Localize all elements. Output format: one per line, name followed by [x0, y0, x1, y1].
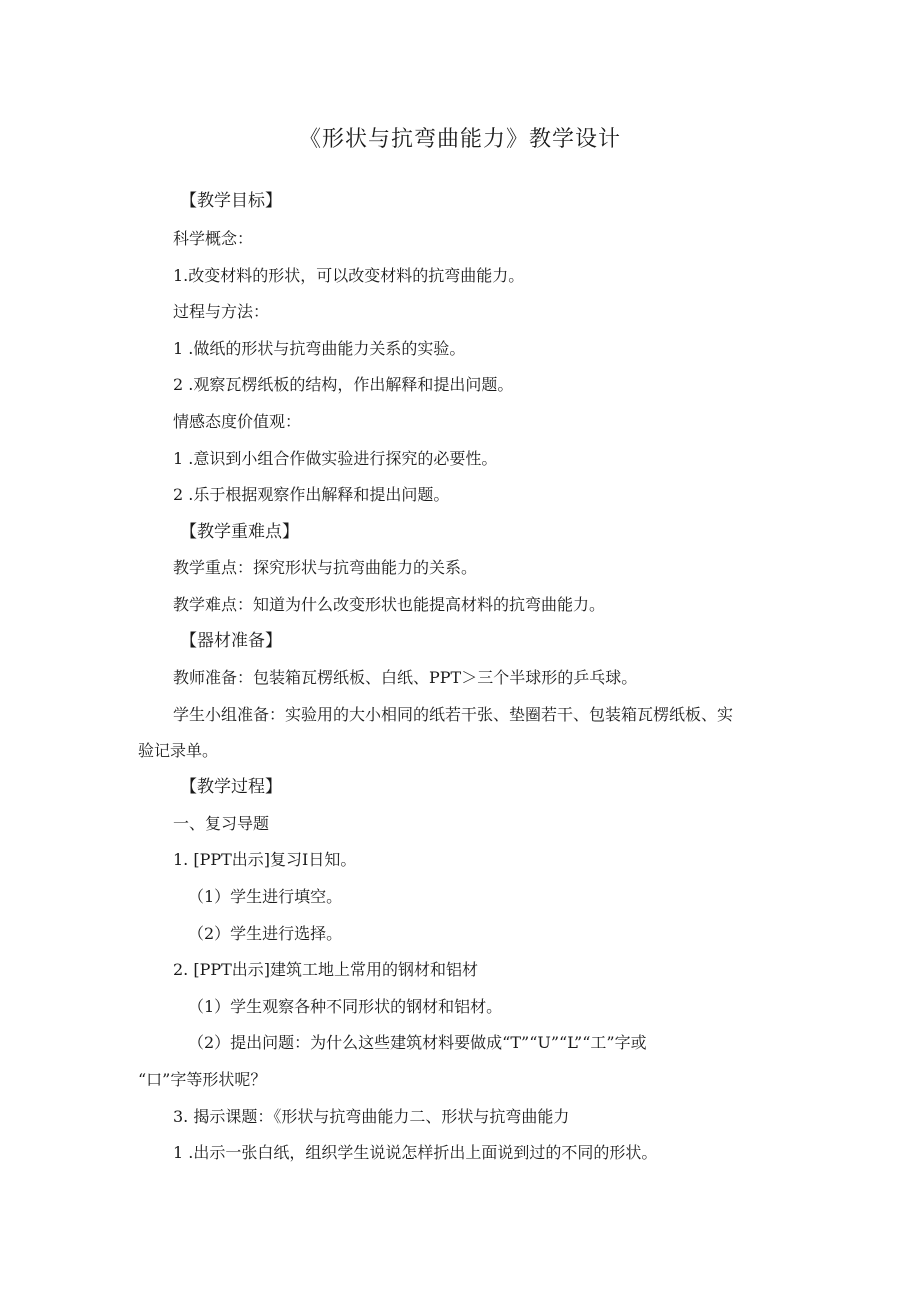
- paragraph: 1.改变材料的形状，可以改变材料的抗弯曲能力。: [173, 266, 525, 285]
- paragraph: 学生小组准备：实验用的大小相同的纸若干张、垫圈若干、包装箱瓦楞纸板、实: [173, 705, 734, 724]
- list-item: 1 .出示一张白纸，组织学生说说怎样折出上面说到过的不同的形状。: [173, 1143, 658, 1162]
- list-subitem: （2）学生进行选择。: [188, 924, 343, 943]
- paragraph: 教学难点：知道为什么改变形状也能提高材料的抗弯曲能力。: [173, 595, 606, 614]
- section-heading-materials: 【器材准备】: [180, 631, 282, 651]
- section-heading-key-points: 【教学重难点】: [180, 522, 299, 542]
- paragraph: 2 .观察瓦楞纸板的结构，作出解释和提出问题。: [173, 375, 514, 394]
- subheading-review: 一、复习导题: [173, 814, 270, 833]
- paragraph: 教师准备：包装箱瓦楞纸板、白纸、PPT＞三个半球形的乒乓球。: [173, 668, 638, 687]
- list-subitem: （1）学生进行填空。: [188, 887, 343, 906]
- list-subitem: （2）提出问题：为什么这些建筑材料要做成“T”“U”“L”“工”字或: [188, 1033, 647, 1052]
- subheading-process-method: 过程与方法：: [173, 302, 270, 321]
- section-heading-process: 【教学过程】: [180, 777, 282, 797]
- paragraph-continued: 验记录单。: [138, 741, 219, 760]
- list-subitem: （1）学生观察各种不同形状的钢材和铝材。: [188, 997, 503, 1016]
- paragraph: 教学重点：探究形状与抗弯曲能力的关系。: [173, 558, 478, 577]
- list-item: 1. [PPT出示]复习I日知。: [173, 850, 357, 869]
- subheading-attitude-values: 情感态度价值观：: [173, 412, 302, 431]
- document-title: 《形状与抗弯曲能力》教学设计: [298, 127, 621, 152]
- paragraph: 1 .做纸的形状与抗弯曲能力关系的实验。: [173, 339, 466, 358]
- list-item: 3. 揭示课题：《形状与抗弯曲能力二、形状与抗弯曲能力: [173, 1107, 570, 1126]
- list-subitem-continued: “口”字等形状呢？: [138, 1070, 267, 1089]
- paragraph: 2 .乐于根据观察作出解释和提出问题。: [173, 485, 450, 504]
- paragraph: 1 .意识到小组合作做实验进行探究的必要性。: [173, 449, 498, 468]
- subheading-concepts: 科学概念：: [173, 229, 254, 248]
- list-item: 2. [PPT出示]建筑工地上常用的钢材和铝材: [173, 960, 479, 979]
- section-heading-objectives: 【教学目标】: [180, 191, 282, 211]
